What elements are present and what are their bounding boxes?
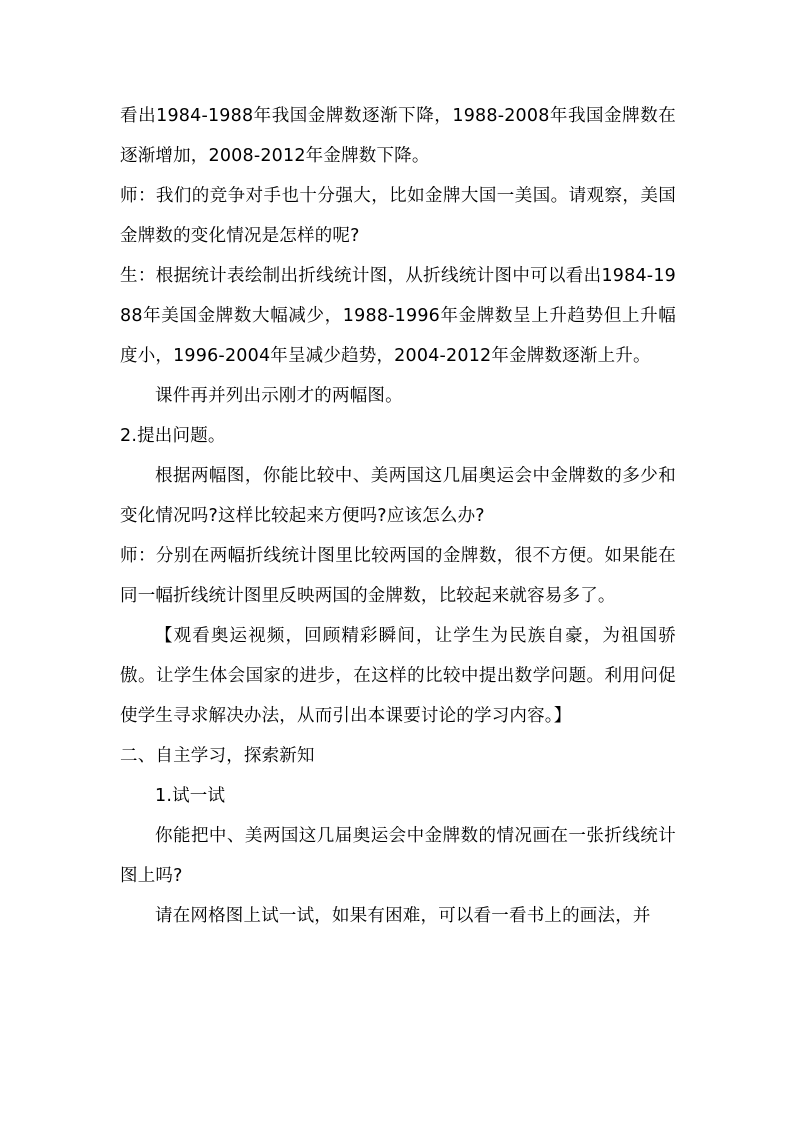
paragraph-teacher-explain: 师：分别在两幅折线统计图里比较两国的金牌数，很不方便。如果能在同一幅折线统计图里反映两国的金牌数，比较起来就容易多了。 [120,546,676,606]
paragraph-china-trend: 看出1984-1988年我国金牌数逐渐下降，1988-2008年我国金牌数在逐渐增加，2008-2012年金牌数下降。 [120,106,676,166]
paragraph-try-question: 你能把中、美两国这几届奥运会中金牌数的情况画在一张折线统计图上吗? [120,826,676,886]
paragraph-courseware: 课件再并列出示刚才的两幅图。 [155,386,403,406]
section-heading-raise-question: 2.提出问题。 [120,426,226,446]
document-body [120,96,676,936]
section-heading-self-study: 二、自主学习，探索新知 [120,746,315,766]
paragraph-compare-question: 根据两幅图，你能比较中、美两国这几届奥运会中金牌数的多少和变化情况吗?这样比较起来方便吗?应该怎么办? [120,466,676,526]
paragraph-student-answer: 生：根据统计表绘制出折线统计图，从折线统计图中可以看出1984-1988年美国金牌数大幅减少，1988-1996年金牌数呈上升趋势但上升幅度小，1996-2004年呈减少趋势，2004-2012年金牌数逐渐上升。 [120,266,676,366]
paragraph-design-note: 【观看奥运视频，回顾精彩瞬间，让学生为民族自豪，为祖国骄傲。让学生体会国家的进步，在这样的比较中提出数学问题。利用问促使学生寻求解决办法，从而引出本课要讨论的学习内容。】 [120,626,676,726]
paragraph-grid-instruction: 请在网格图上试一试，如果有困难，可以看一看书上的画法，并 [155,906,651,926]
subheading-try: 1.试一试 [155,786,226,806]
paragraph-teacher-question: 师：我们的竞争对手也十分强大，比如金牌大国一美国。请观察，美国金牌数的变化情况是怎样的呢? [120,186,676,246]
